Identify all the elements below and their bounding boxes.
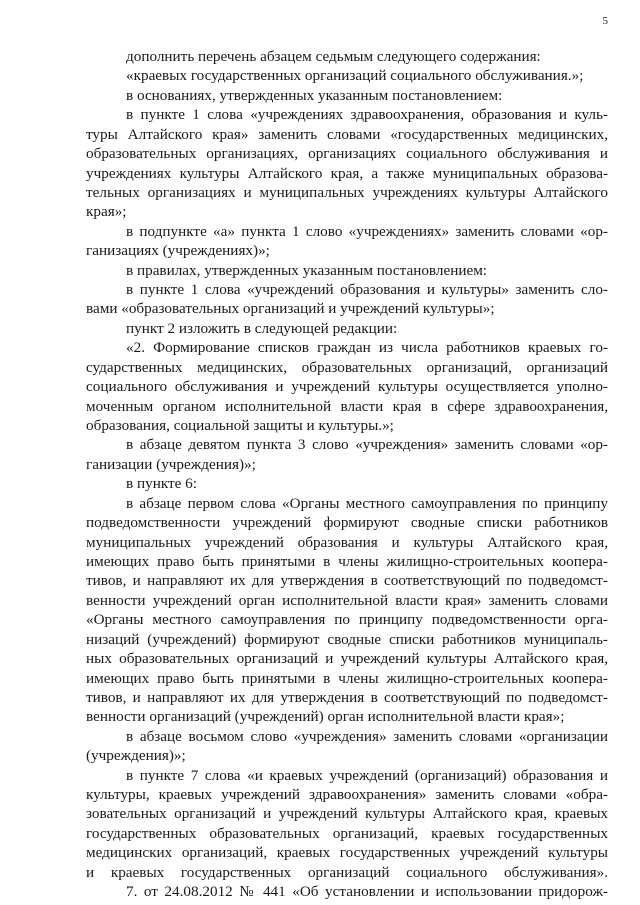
text-line: зовательных организаций и учреждений культуры Алтайского края, краевых <box>86 805 608 823</box>
text-line: имеющих право быть принятыми в члены жилищно-строительных коопера- <box>86 552 608 570</box>
text-line: подведомственности учреждений формируют сводные списки работников <box>86 514 608 532</box>
text-line: в пункте 1 слова «учреждений образования и культуры» заменить сло- <box>126 281 608 299</box>
text-line: в абзаце восьмом слово «учреждения» заменить словами «организации <box>126 727 608 745</box>
text-line: социального обслуживания и учреждений культуры осуществляется уполно- <box>86 378 608 396</box>
text-line: в пункте 1 слова «учреждениях здравоохранения, образования и куль- <box>126 106 608 124</box>
text-line: сударственных медицинских, образовательных организаций, организаций <box>86 358 608 376</box>
page-number: 5 <box>602 15 608 27</box>
text-line: тельных организациях и муниципальных учреждениях культуры Алтайского <box>86 183 608 201</box>
text-line: в основаниях, утвержденных указанным постановлением: <box>126 86 503 104</box>
text-line: в абзаце первом слова «Органы местного самоуправления по принципу <box>126 494 608 512</box>
text-line: образования, социальной защиты и культуры.»; <box>86 417 394 435</box>
text-line: муниципальных учреждений образования и культуры Алтайского края, <box>86 533 608 551</box>
text-line: венности учреждений орган исполнительной власти края» заменить словами <box>86 591 608 609</box>
text-line: ганизациях (учреждениях)»; <box>86 242 270 260</box>
text-line: пункт 2 изложить в следующей редакции: <box>126 319 398 337</box>
text-line: и краевых государственных организаций социального обслуживания». <box>86 863 608 881</box>
text-line: «Органы местного самоуправления по принципу подведомственности орга- <box>86 611 608 629</box>
text-line: туры Алтайского края» заменить словами «государственных медицинских, <box>86 125 608 143</box>
text-line: моченным органом исполнительной власти края в сфере здравоохранения, <box>86 397 608 415</box>
text-line: имеющих право быть принятыми в члены жилищно-строительных коопера- <box>86 669 608 687</box>
text-line: в абзаце девятом пункта 3 слово «учреждения» заменить словами «ор- <box>126 436 608 454</box>
text-line: ных образовательных организаций и учреждений культуры Алтайского края, <box>86 650 608 668</box>
document-body <box>86 47 608 902</box>
text-line: учреждениях культуры Алтайского края, а также муниципальных образова- <box>86 164 608 182</box>
text-line: медицинских организаций, краевых государственных учреждений культуры <box>86 844 608 862</box>
text-line: (учреждения)»; <box>86 747 186 765</box>
text-line: в подпункте «а» пункта 1 слово «учреждениях» заменить словами «ор- <box>126 222 608 240</box>
text-line: тивов, и направляют их для утверждения в соответствующий по подведомст- <box>86 572 608 590</box>
text-line: тивов, и направляют их для утверждения в соответствующий по подведомст- <box>86 688 608 706</box>
text-line: культуры, краевых учреждений здравоохранения» заменить словами «обра- <box>86 786 608 804</box>
text-line: низаций (учреждений) формируют сводные списки работников муниципаль- <box>86 630 608 648</box>
text-line: 7. от 24.08.2012 № 441 «Об установлении и использовании придорож- <box>126 883 608 901</box>
text-line: в пункте 7 слова «и краевых учреждений (организаций) образования и <box>126 766 608 784</box>
text-line: государственных образовательных организаций, краевых государственных <box>86 824 608 842</box>
text-line: дополнить перечень абзацем седьмым следующего содержания: <box>126 48 541 65</box>
text-line: «краевых государственных организаций социального обслуживания.»; <box>126 67 584 85</box>
text-line: вами «образовательных организаций и учреждений культуры»; <box>86 300 495 318</box>
text-line: венности организаций (учреждений) орган исполнительной власти края»; <box>86 708 565 726</box>
text-line: в правилах, утвержденных указанным постановлением: <box>126 261 488 279</box>
text-line: края»; <box>86 203 127 221</box>
text-line: образовательных организациях, организациях социального обслуживания и <box>86 145 608 163</box>
text-line: «2. Формирование списков граждан из числа работников краевых го- <box>126 339 608 357</box>
text-line: в пункте 6: <box>126 475 197 493</box>
text-line: ганизации (учреждения)»; <box>86 455 256 473</box>
